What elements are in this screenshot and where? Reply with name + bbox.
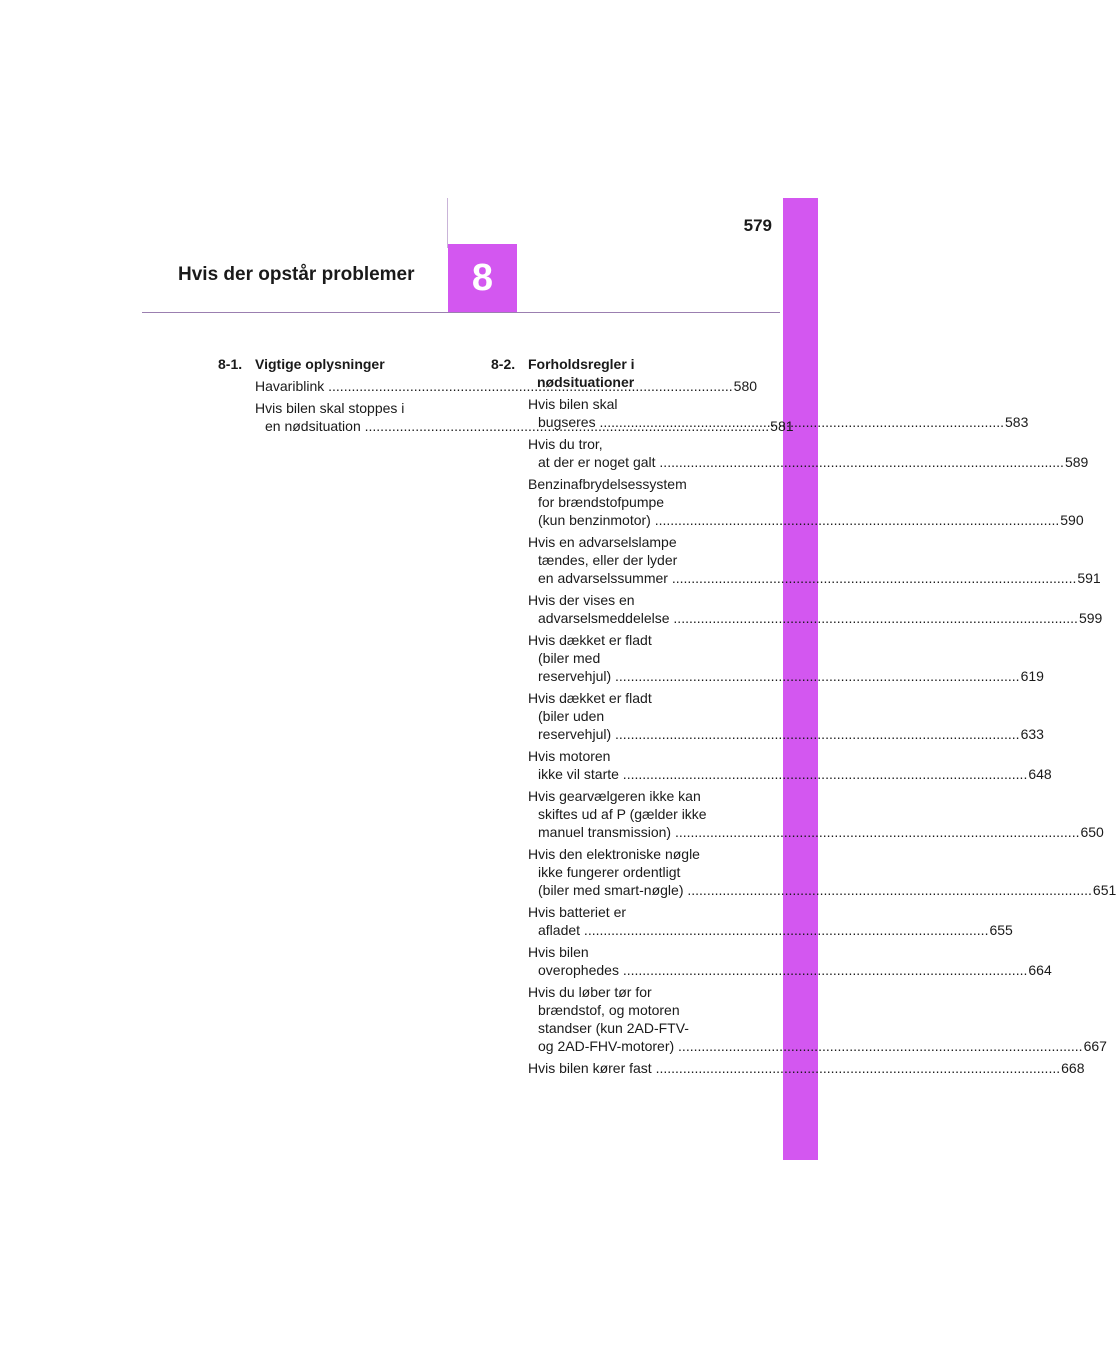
toc-entry-line: Hvis bilen skal stoppes i [255,400,405,416]
toc-page-number[interactable]: 667 [1083,1038,1107,1054]
toc-entry-line: Hvis dækket er fladt [528,632,652,648]
toc-entry-line [528,765,1052,783]
toc-entry-line [528,453,1089,471]
toc-entry[interactable] [528,533,1101,587]
toc-page-number[interactable]: 648 [1028,766,1052,782]
toc-page-number[interactable]: 651 [1092,882,1116,898]
toc-entry-line: Hvis en advarselslampe [528,534,677,550]
toc-entry-text: reservehjul) ..... [538,668,1020,684]
toc-entry[interactable] [528,689,1044,743]
toc-entry-line: brændstof, og motoren [538,1002,680,1018]
toc-entry-line: Hvis gearvælgeren ikke kan [528,788,701,804]
section-heading [491,355,741,391]
toc-page-number[interactable]: 668 [1061,1060,1085,1076]
chapter-title: Hvis der opstår problemer [178,264,415,285]
toc-entry-line: Hvis bilen [528,944,589,960]
toc-entry-line: Hvis motoren [528,748,611,764]
toc-entry-line: (biler uden [538,708,605,724]
toc-entry-line: for brændstofpumpe [538,494,665,510]
toc-entry-line [528,823,1104,841]
toc-entry[interactable] [528,591,1103,627]
toc-entry-text: bugseres ..... [538,414,1004,430]
page-number: 579 [743,216,772,235]
toc-entry[interactable] [528,903,1013,939]
toc-entry-line [528,961,1052,979]
toc-entry-line: Hvis den elektroniske nøgle [528,846,700,862]
toc-page-number[interactable]: 590 [1060,512,1084,528]
toc-entry-text: Hvis bilen kører fast ..... [528,1059,1060,1077]
toc-entry-text: Havariblink ..... [255,377,733,395]
toc-entry-line: Hvis der vises en [528,592,635,608]
section-title-line: Vigtige oplysninger [255,356,385,372]
section-number: 8-2. [491,356,516,372]
toc-entry[interactable] [528,1059,1085,1077]
toc-entry-text: afladet ..... [538,922,988,938]
toc-page-number[interactable]: 580 [733,378,758,394]
toc-page-number[interactable]: 650 [1080,824,1104,840]
toc-page-number[interactable]: 589 [1064,454,1089,470]
toc-entry-text: (kun benzinmotor) ..... [538,512,1059,528]
toc-entry-line: Hvis du løber tør for [528,984,652,1000]
toc-entry[interactable] [528,747,1052,783]
toc-entry-line: standser (kun 2AD-FTV- [538,1020,689,1036]
toc-entry[interactable] [528,845,1116,899]
toc-entry-text: reservehjul) ..... [538,726,1020,742]
chapter-divider [447,198,448,248]
toc-entry-line: ikke fungerer ordentligt [538,864,681,880]
toc-page-number[interactable]: 591 [1077,570,1101,586]
toc-entry-line: skiftes ud af P (gælder ikke [538,806,707,822]
toc-entry-line: Hvis du tror, [528,436,603,452]
toc-page-number[interactable]: 583 [1005,414,1029,430]
toc-entry-text: manuel transmission) ..... [538,824,1079,840]
toc-entry-line [528,1059,1085,1077]
toc-entry-text: en advarselssummer ..... [538,570,1076,586]
toc-entry-line [528,725,1044,743]
toc-entry[interactable] [528,631,1044,685]
toc-entry-line: tændes, eller der lyder [538,552,678,568]
toc-entry-text: (biler med smart-nøgle) ..... [538,882,1092,898]
toc-page-number[interactable]: 633 [1020,726,1044,742]
toc-entry-text: og 2AD-FHV-motorer) ..... [538,1038,1083,1054]
toc-entry-line [528,921,1013,939]
toc-entry-line [528,667,1044,685]
toc-page-number[interactable]: 619 [1020,668,1044,684]
toc-entry-text: en nødsituation ..... [265,418,769,434]
toc-entry[interactable] [528,475,1084,529]
section-title-line: nødsituationer [537,374,635,390]
toc-entry-line [528,609,1103,627]
section-title [255,355,385,373]
section-heading [218,355,468,373]
toc-entry[interactable] [528,983,1107,1055]
section-title-line: Forholdsregler i [528,356,635,372]
toc-entry[interactable] [528,435,1089,471]
toc-entry-line [528,881,1116,899]
toc-entry-line: Hvis dækket er fladt [528,690,652,706]
toc-page-number[interactable]: 664 [1028,962,1052,978]
toc-entry[interactable] [528,943,1052,979]
toc-entry-line: Benzinafbrydelsessystem [528,476,687,492]
section-number: 8-1. [218,356,243,372]
toc-entry-text: advarselsmeddelelse ..... [538,610,1078,626]
toc-entry-line [528,569,1101,587]
toc-entry-text: at der er noget galt ..... [538,454,1064,470]
toc-page-number[interactable]: 655 [989,922,1013,938]
toc-entry-line: Hvis batteriet er [528,904,627,920]
section-title [528,355,635,391]
toc-entry-text: overophedes ..... [538,962,1027,978]
toc-entry-line: (biler med [538,650,601,666]
toc-entry-line [528,1037,1107,1055]
chapter-number: 8 [471,256,494,299]
toc-page-number[interactable]: 581 [770,418,794,434]
toc-entry[interactable] [528,787,1104,841]
chapter-number-badge [448,244,517,312]
toc-entry-line: Hvis bilen skal [528,396,618,412]
toc-entry-text: ikke vil starte ..... [538,766,1027,782]
header-rule [142,312,780,313]
toc-entry-line [528,511,1084,529]
toc-page-number[interactable]: 599 [1078,610,1103,626]
